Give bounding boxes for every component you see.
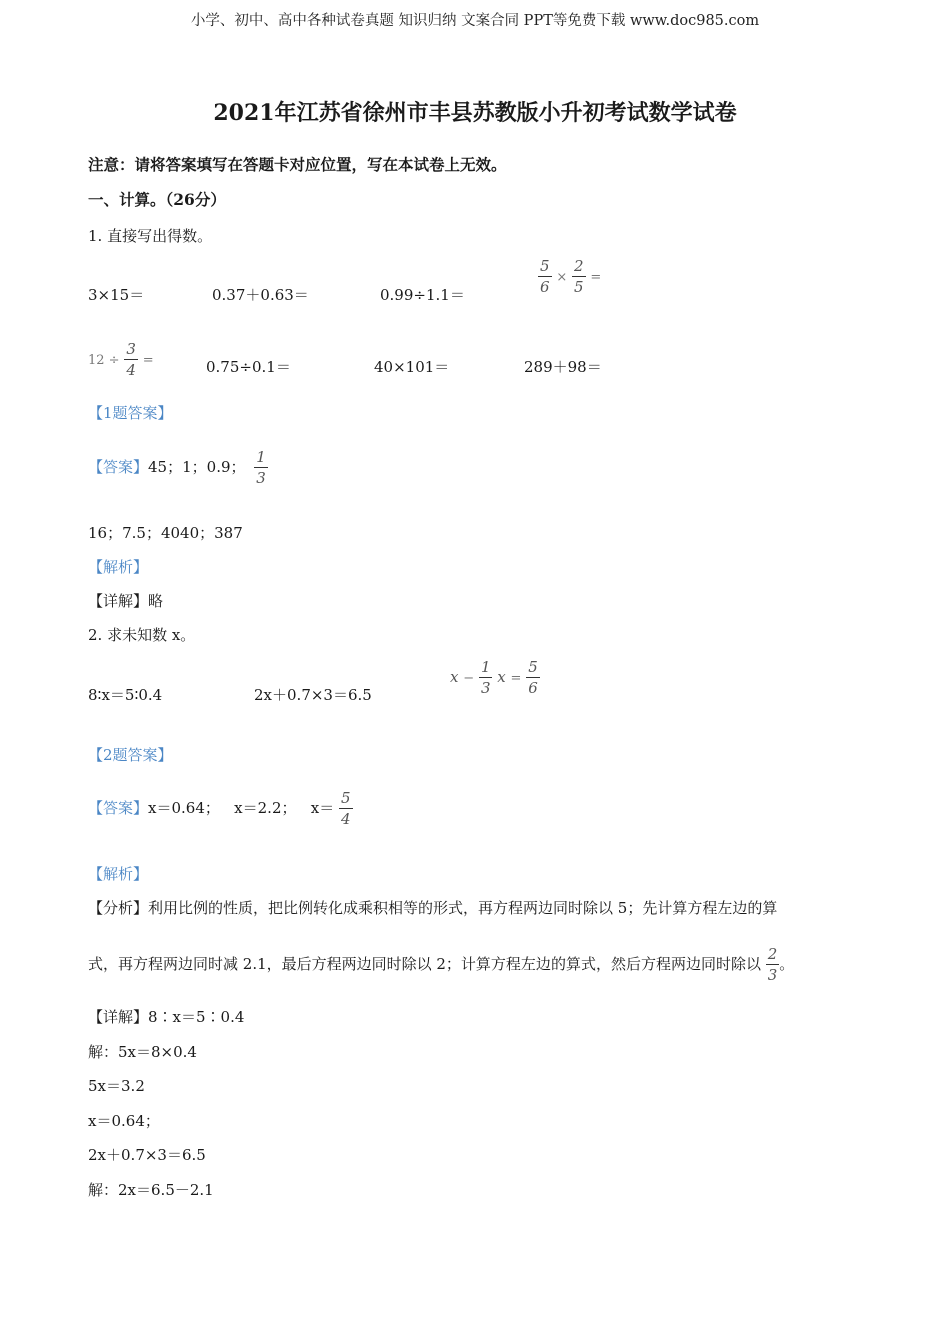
fenxi-end: 。	[779, 955, 795, 973]
fraction-denominator: 3	[256, 469, 266, 487]
fraction-denominator: 3	[480, 679, 491, 697]
q2-detail-line: 解：5x＝8×0.4	[88, 1043, 197, 1061]
q2-fenxi-line2	[88, 947, 794, 983]
q2-analysis-tag: 【解析】	[88, 865, 149, 883]
dividend: 12 ÷	[88, 353, 120, 368]
section-heading: 一、计算。（26分）	[88, 190, 226, 209]
q1-answer	[88, 450, 268, 486]
q1-item: 0.75÷0.1＝	[206, 358, 291, 376]
q1-item: 3×15＝	[88, 286, 145, 304]
q1-item: 0.37＋0.63＝	[212, 286, 309, 304]
operator: −	[463, 671, 475, 686]
fraction-denominator: 6	[528, 679, 538, 697]
fenxi-text: 式，再方程两边同时减 2.1，最后方程两边同时除以 2；计算方程左边的算式，然后方程两边同时除以	[88, 955, 761, 973]
q1-answer-line2: 16；7.5；4040；387	[88, 524, 243, 542]
q2-equation: 2x＋0.7×3＝6.5	[254, 686, 372, 704]
page-title: 2021年江苏省徐州市丰县苏教版小升初考试数学试卷	[213, 100, 737, 126]
q2-detail-line: 解：2x＝6.5－2.1	[88, 1181, 214, 1199]
q2-detail-line: 2x＋0.7×3＝6.5	[88, 1146, 206, 1164]
equals-sign: =	[142, 353, 154, 368]
fraction-denominator: 5	[574, 278, 584, 296]
fraction-denominator: 6	[540, 278, 550, 296]
q1-answer-tag: 【1题答案】	[88, 404, 173, 422]
fraction-numerator: 1	[256, 448, 266, 466]
answer-label: 【答案】	[88, 458, 149, 476]
q2-equation: 8∶x＝5∶0.4	[88, 686, 163, 704]
q1-frac-expression	[538, 259, 601, 295]
q2-answer	[88, 791, 353, 827]
fraction-numerator: 2	[574, 257, 584, 275]
q1-stem: 1. 直接写出得数。	[88, 227, 213, 245]
q2-stem: 2. 求未知数 x。	[88, 626, 196, 644]
operator: ×	[556, 270, 568, 285]
q2-equation	[450, 660, 540, 696]
q1-item: 40×101＝	[374, 358, 450, 376]
q1-item: 289＋98＝	[524, 358, 602, 376]
fraction-numerator: 5	[528, 658, 538, 676]
fraction-denominator: 3	[767, 966, 778, 984]
q1-analysis-tag: 【解析】	[88, 558, 149, 576]
equals-sign: =	[510, 671, 522, 686]
fenxi-text: 利用比例的性质，把比例转化成乘积相等的形式，再方程两边同时除以 5；先计算方程左边的算	[148, 899, 778, 917]
answer-values: x＝0.64； x＝2.2； x＝	[148, 799, 335, 817]
q2-detail-line: 【详解】8∶x＝5∶0.4	[88, 1008, 245, 1026]
fraction-numerator: 1	[480, 658, 491, 676]
variable: x	[450, 668, 459, 686]
answer-values: 45；1；0.9；	[148, 458, 246, 476]
q1-detail: 【详解】略	[88, 592, 164, 610]
q1-frac-expression	[88, 342, 154, 378]
variable: x	[497, 668, 506, 686]
q2-detail-line: 5x＝3.2	[88, 1077, 145, 1095]
q2-detail-line: x＝0.64；	[88, 1112, 160, 1130]
equals-sign: =	[590, 270, 602, 285]
fraction-denominator: 4	[341, 810, 351, 828]
notice: 注意：请将答案填写在答题卡对应位置，写在本试卷上无效。	[88, 155, 507, 174]
q2-answer-tag: 【2题答案】	[88, 746, 173, 764]
fraction-numerator: 5	[341, 789, 351, 807]
fraction-numerator: 3	[126, 340, 136, 358]
fraction-denominator: 4	[126, 361, 136, 379]
fraction-numerator: 5	[540, 257, 550, 275]
q2-fenxi-line1	[88, 901, 777, 916]
site-header: 小学、初中、高中各种试卷真题 知识归纳 文案合同 PPT等免费下载 www.doc985.com	[190, 13, 760, 29]
fraction-numerator: 2	[767, 945, 778, 963]
q1-item: 0.99÷1.1＝	[380, 286, 465, 304]
fenxi-label: 【分析】	[88, 899, 149, 917]
answer-label: 【答案】	[88, 799, 149, 817]
